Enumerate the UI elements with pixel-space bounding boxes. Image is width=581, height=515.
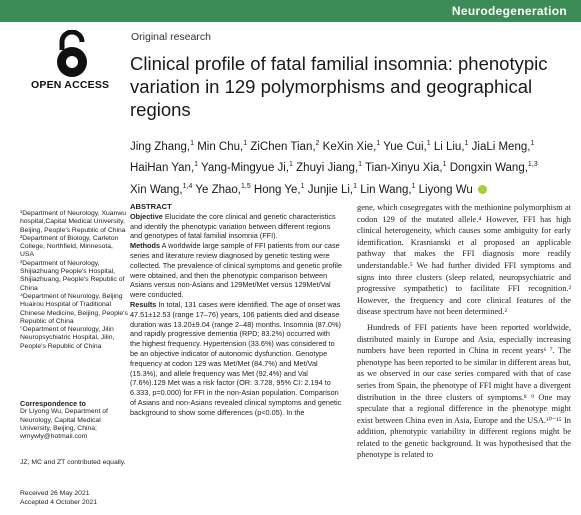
contribution-note: JZ, MC and ZT contributed equally. [20, 459, 126, 466]
affiliation-item: ²Department of Biology, Carleton College, Northfield, Minnesota, USA [20, 234, 119, 259]
article-type: Original research [131, 31, 211, 43]
abstract-methods [130, 241, 342, 300]
received-date: Received 26 May 2021 [20, 490, 90, 497]
abstract [130, 202, 342, 418]
objective-text: Elucidate the core clinical and genetic characteristics and identify the phenotypic variation between different regions and genotypes of fatal familial insomnia (FFI). [130, 211, 336, 241]
journal-section-band [0, 0, 581, 22]
body-paragraph: gene, which cosegregates with the methionine polymorphism at codon 129 of the mutated allele.⁴ However, FFI has high clinical heterogeneity, which causes some ambiguity for early identification. Krasnianski et al proposed an applicable pathway that makes the FFI diagnosis more readily understandable.⁵ We had further divided FFI symptoms and signs into three clusters (sleep related, neuropsychiatric and progressive sympathetic) to facilitate FFI recognition.² However, the frequency and core clinical features of the disease spectrum have not been determined.² [357, 203, 571, 317]
affiliations [20, 210, 128, 351]
abstract-heading: ABSTRACT [130, 202, 172, 211]
accepted-date: Accepted 4 October 2021 [20, 498, 98, 506]
open-access-lock-icon [50, 30, 94, 80]
affiliation-item: ¹Department of Neurology, Xuanwu hospital,Capital Medical University, Beijing, People's Republic of China [20, 210, 127, 234]
article-title: Clinical profile of fatal familial insomnia: phenotypic variation in 129 polymorphisms and geographical regions [130, 53, 548, 120]
body-paragraph: Hundreds of FFI patients have been reported worldwide, distributed mainly in Europe and Asia, especially increasing numbers have been reported in China in recent years⁶ ⁷. The phenotype has been reported to be similar in different areas but, as we observed in our case series compared with that of case series from Spain, the phenotype of FFI might have a divergent distribution in the three clusters of symptoms.⁸ ⁹ One may speculate that a regional difference in the phenotype might exist between China even in Asia, Europe and the USA.¹⁰⁻¹⁵ In addition, phenotypic variability in different regions might be related to the genetic background. It was hypothesised that the phenotype is related to [357, 322, 571, 460]
orcid-icon[interactable] [478, 185, 487, 194]
author-line: Xin Wang,$^{1,4}$ Ye Zhao,$^{1,5}$ Hong Ye,$^1$ Junjie Li,$^1$ Lin Wang,$^1$ Liyong Wu [130, 178, 570, 199]
author-list [130, 135, 570, 199]
section-label: Neurodegeneration [451, 4, 567, 18]
introduction-column [357, 202, 571, 461]
correspondence [20, 400, 128, 441]
results-label: Results [130, 299, 157, 309]
affiliation-item: ⁴Department of Neurology, Beijing Huairou Hospital of Traditional Chinese Medicine, Beijing, People's Republic of China [20, 292, 128, 325]
objective-label: Objective [130, 211, 163, 221]
methods-text: A worldwide large sample of FFI patients from our case series and literature review diagnosed by genetic testing were collected. The prevalence of clinical symptoms and genetic profile were obtained, and then the phenotypic comparison between Asians versus non-Asians and 129Met/Met versus 129Met/Val were conducted. [130, 241, 342, 300]
correspondence-heading: Correspondence to [20, 399, 86, 408]
affiliation-item: ⁵Department of Neurology, Jilin Neuropsychiatric Hospital, Jilin, People's Republic of China [20, 326, 115, 350]
open-access-label: OPEN ACCESS [31, 79, 110, 91]
correspondence-text[interactable]: Dr Liyong Wu, Department of Neurology, Capital Medical University, Beijing, China; wmywly@hotmail.com [20, 408, 108, 441]
abstract-results [130, 300, 342, 418]
author-line: HaiHan Yan,$^1$ Yang-Mingyue Ji,$^1$ Zhuyi Jiang,$^1$ Tian-Xinyu Xia,$^1$ Dongxin Wang,$^{1,3}$ [130, 161, 538, 175]
affiliation-item: ³Department of Neurology, Shijiazhuang People's Hospital, Shijiazhuang, People's Republic of China [20, 259, 125, 292]
methods-label: Methods [130, 241, 160, 251]
author-line: Jing Zhang,$^1$ Min Chu,$^1$ ZiChen Tian,$^2$ KeXin Xie,$^1$ Yue Cui,$^1$ Li Liu,$^1$ JiaLi Meng,$^1$ [130, 140, 535, 153]
results-text: In total, 131 cases were identified. The age of onset was 47.51±12.53 (range 17–76) years, 106 patients died and disease duration was 13.20±9.04 (range 2–48) months. Insomnia (87.0%) and rapidly progressive dementia (RPD; 83.2%) occurred with the highest frequency. Hypertension (33.6%) was considered to be an objective indicator of autonomic dysfunction. Genotype frequency at codon 129 was Met/Met (84.7%) and Met/Val (15.3%), and allele frequency was Met (92.4%) and Val (7.6%).129 Met was a risk factor (OR: 3.728, 95% CI: 2.194 to 6.333, p=0.000) for FFI in the non-Asian population. Comparison of Asians and non-Asians revealed clinical symptoms and genetic background to show some differences (p<0.05). In the [130, 299, 342, 417]
abstract-objective [130, 212, 342, 241]
article-dates [20, 490, 128, 507]
